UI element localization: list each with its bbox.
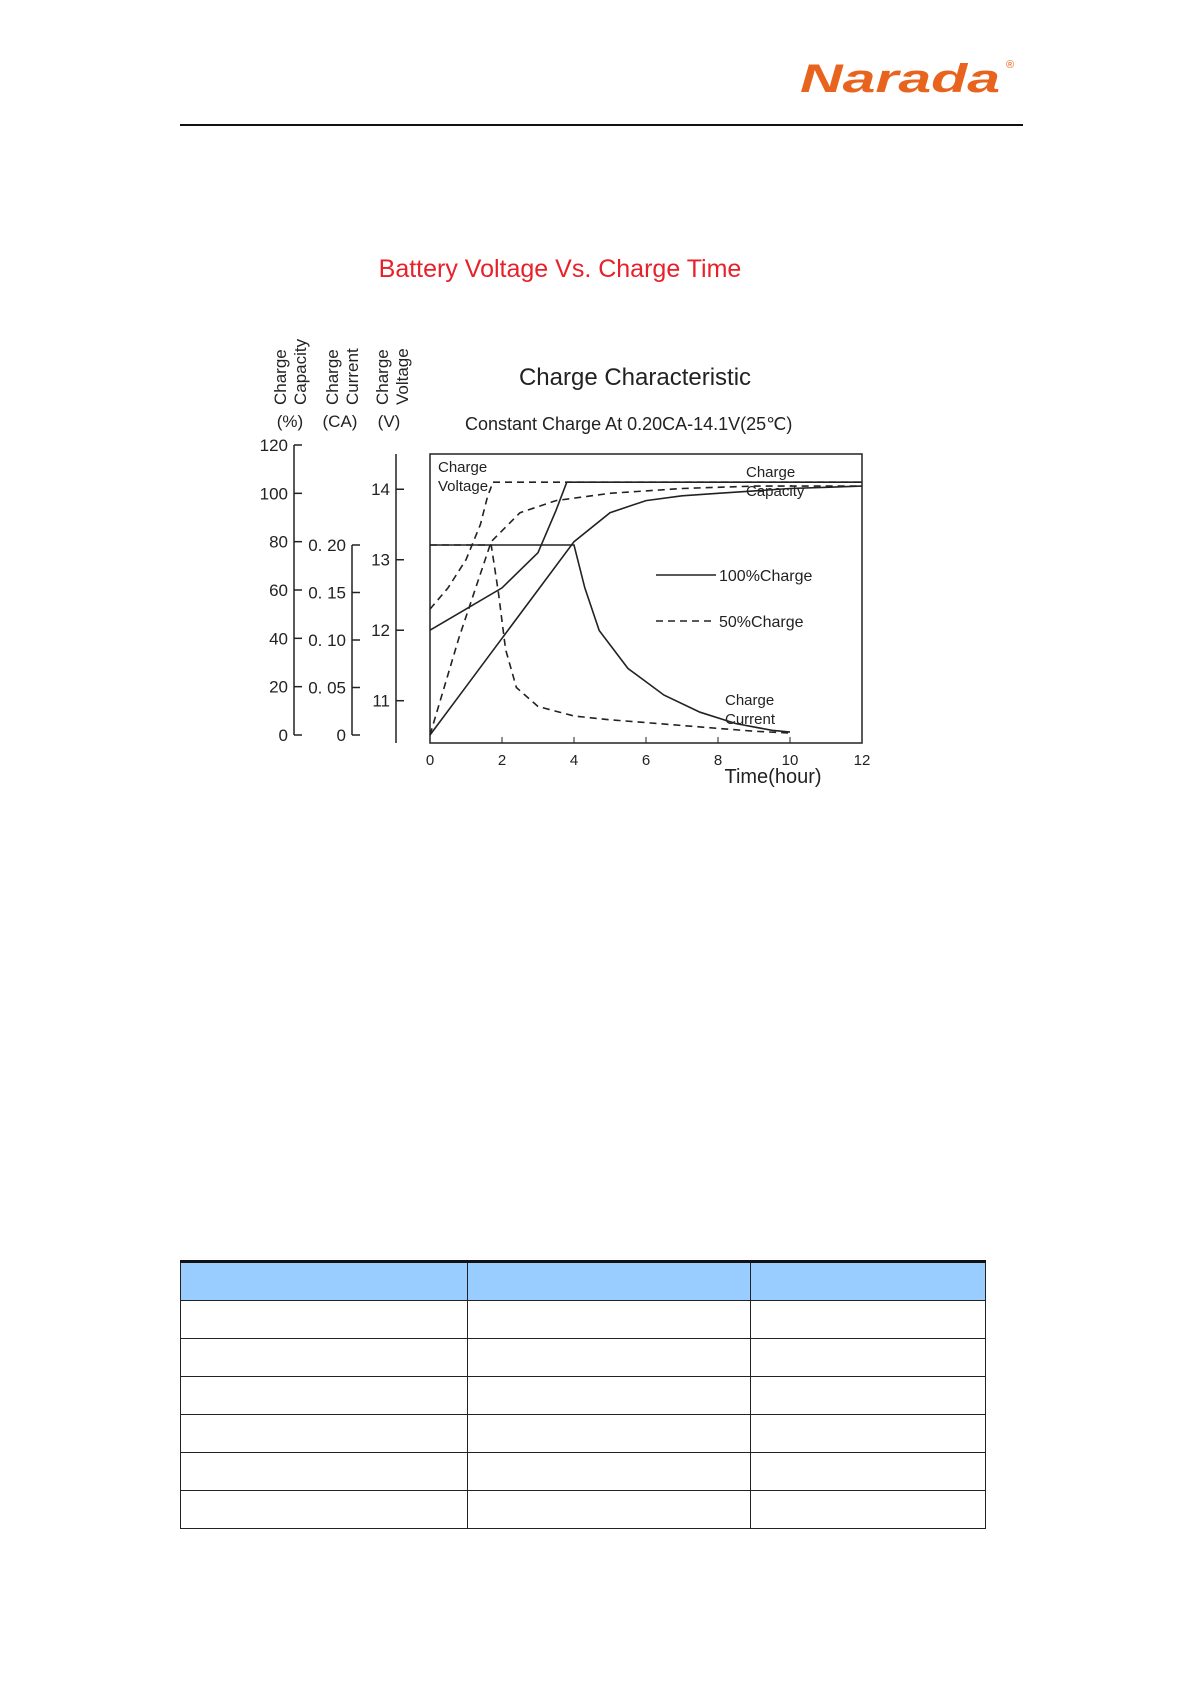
table-cell [468, 1262, 751, 1301]
table-cell [751, 1377, 986, 1415]
y-axis-title-line: Charge [323, 349, 342, 405]
series-line [430, 482, 567, 630]
table-cell [181, 1453, 468, 1491]
x-tick-label: 10 [781, 752, 799, 769]
table-row [181, 1453, 986, 1491]
x-tick-label: 0 [425, 752, 435, 769]
series-line [430, 486, 862, 735]
table-cell [468, 1377, 751, 1415]
y-tick-label: 120 [260, 436, 288, 455]
y-tick-label: 0 [278, 726, 288, 745]
annotation-label: Current [725, 711, 776, 728]
table-row [181, 1301, 986, 1339]
y-tick-label: 40 [269, 629, 288, 649]
y-tick-label: 0. 10 [308, 631, 346, 650]
table-row [181, 1339, 986, 1377]
table-row [181, 1377, 986, 1415]
y-axis-unit: (CA) [322, 412, 358, 431]
x-tick-label: 2 [497, 752, 507, 769]
y-axis-title-line: Capacity [291, 338, 310, 405]
table-cell [468, 1415, 751, 1453]
legend-label: 50%Charge [719, 614, 804, 631]
table-cell [468, 1453, 751, 1491]
table-cell [181, 1339, 468, 1377]
chart [260, 310, 900, 800]
y-tick-label: 0. 15 [308, 583, 346, 603]
y-tick-label: 0 [336, 726, 346, 745]
table-cell [751, 1415, 986, 1453]
table-cell [181, 1301, 468, 1339]
annotation-label: Voltage [438, 478, 489, 495]
table-cell [468, 1491, 751, 1529]
table-cell [751, 1453, 986, 1491]
x-tick-label: 4 [569, 752, 579, 769]
header-rule [180, 124, 1023, 126]
table-cell [751, 1339, 986, 1377]
y-tick-label: 100 [260, 484, 288, 504]
x-tick-label: 12 [853, 752, 871, 769]
legend-label: 100%Charge [719, 568, 813, 585]
y-tick-label: 11 [372, 691, 390, 711]
table-cell [751, 1301, 986, 1339]
y-tick-label: 60 [269, 581, 288, 600]
page-title: Battery Voltage Vs. Charge Time [378, 255, 742, 283]
series-line [430, 486, 862, 735]
y-tick-label: 0. 05 [308, 678, 346, 698]
y-tick-label: 12 [371, 621, 390, 641]
y-tick-label: 80 [269, 532, 288, 552]
annotation-label: Charge [746, 464, 796, 481]
chart-title: Charge Characteristic [518, 364, 752, 391]
annotation-label: Charge [438, 459, 488, 476]
chart-subtitle: Constant Charge At 0.20CA-14.1V(25℃) [465, 414, 793, 434]
table-cell [751, 1262, 986, 1301]
y-tick-label: 14 [371, 480, 390, 500]
y-axis-title-line: Charge [373, 349, 392, 405]
table-cell [181, 1415, 468, 1453]
table-cell [181, 1377, 468, 1415]
table-header-row [181, 1262, 986, 1301]
table-cell [181, 1262, 468, 1301]
table-cell [468, 1301, 751, 1339]
y-axis-title-line: Voltage [393, 348, 412, 405]
logo-wordmark: Narada [800, 57, 1000, 101]
x-tick-label: 6 [641, 752, 651, 769]
annotation-label: Charge [725, 692, 775, 709]
table-row [181, 1415, 986, 1453]
spec-table [180, 1260, 986, 1529]
y-axis-title-line: Charge [271, 349, 290, 405]
x-tick-label: 8 [713, 752, 723, 769]
brand-logo [800, 52, 1040, 102]
table-row [181, 1491, 986, 1529]
y-axis-unit: (V) [377, 412, 401, 431]
registered-mark: ® [1006, 59, 1015, 71]
table-cell [181, 1491, 468, 1529]
table-cell [468, 1339, 751, 1377]
y-tick-label: 0. 20 [308, 536, 346, 555]
y-tick-label: 13 [371, 550, 390, 570]
annotation-label: Capacity [746, 483, 805, 500]
table-cell [751, 1491, 986, 1529]
x-axis-label: Time(hour) [724, 766, 822, 788]
y-axis-title-line: Current [343, 348, 362, 405]
y-tick-label: 20 [269, 677, 288, 697]
y-axis-unit: (%) [276, 412, 304, 431]
